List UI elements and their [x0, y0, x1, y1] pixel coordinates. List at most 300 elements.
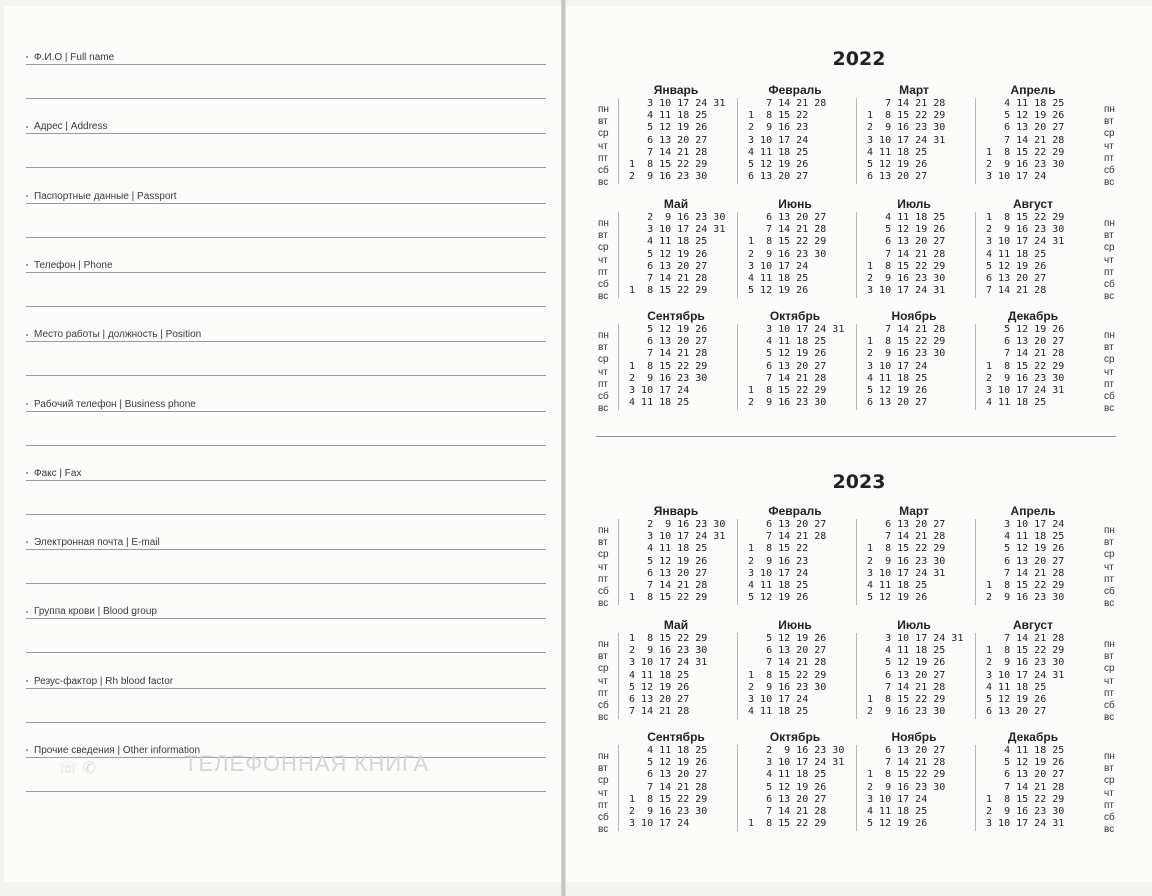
- week-row: 6 13 20 27: [742, 171, 809, 183]
- week-row: 2 9 16 23 30: [980, 657, 1065, 669]
- write-line[interactable]: [26, 583, 546, 584]
- month-block: [856, 729, 972, 831]
- write-line[interactable]: [26, 341, 546, 342]
- month-name: Декабрь: [1007, 309, 1059, 323]
- week-row: 5 12 19 26: [861, 657, 946, 669]
- month-days: [856, 745, 972, 831]
- week-row: 3 10 17 24 31: [980, 236, 1065, 248]
- week-row: 4 11 18 25: [861, 146, 928, 158]
- month-name: Июль: [897, 197, 931, 211]
- week-row: 3 10 17 24 31: [623, 531, 726, 543]
- weekday-label: вт: [1104, 763, 1114, 775]
- weekday-label: ср: [1104, 128, 1115, 140]
- month-name: Сентябрь: [647, 730, 705, 744]
- week-row: 5 12 19 26: [861, 818, 928, 830]
- week-row: 4 11 18 25: [742, 146, 809, 158]
- write-line[interactable]: [26, 688, 546, 689]
- week-row: 3 10 17 24: [742, 134, 809, 146]
- week-row: 5 12 19 26: [980, 543, 1065, 555]
- week-row: 6 13 20 27: [980, 273, 1047, 285]
- week-row: 6 13 20 27: [623, 694, 690, 706]
- week-row: 5 12 19 26: [980, 110, 1065, 122]
- month-name: Февраль: [768, 504, 822, 518]
- week-row: 1 8 15 22 29: [742, 669, 827, 681]
- form-field[interactable]: [26, 468, 546, 537]
- week-row: 7 14 21 28: [861, 324, 946, 335]
- weekday-label: вс: [598, 598, 609, 610]
- week-row: 4 11 18 25: [742, 706, 809, 718]
- week-row: 5 12 19 26: [623, 122, 708, 134]
- weekday-label: пн: [1104, 330, 1115, 341]
- week-row: 6 13 20 27: [980, 769, 1065, 781]
- week-row: 7 14 21 28: [742, 372, 827, 384]
- week-row: 2 9 16 23 30: [623, 372, 708, 384]
- month-name: Март: [899, 83, 929, 97]
- bullet-dot: [26, 195, 28, 197]
- week-row: 6 13 20 27: [623, 260, 708, 272]
- week-row: 6 13 20 27: [742, 793, 827, 805]
- weekday-column-right: [1104, 525, 1118, 610]
- week-row: 5 12 19 26: [980, 694, 1047, 706]
- week-row: 3 10 17 24 31: [980, 818, 1065, 830]
- month-name: Январь: [653, 83, 699, 97]
- week-row: 5 12 19 26: [861, 385, 928, 397]
- weekday-label: вт: [1104, 230, 1114, 242]
- month-days: [856, 212, 972, 298]
- week-row: 1 8 15 22 29: [980, 146, 1065, 158]
- field-label-text: Группа крови | Blood group: [34, 606, 157, 618]
- weekday-label: сб: [598, 165, 609, 177]
- week-row: 1 8 15 22 29: [861, 336, 946, 348]
- week-row: 7 14 21 28: [980, 348, 1065, 360]
- weekday-label: пн: [1104, 639, 1115, 650]
- week-row: 6 13 20 27: [623, 769, 708, 781]
- bullet-dot: [26, 749, 28, 751]
- month-days: [975, 519, 1091, 605]
- month-block: [975, 617, 1091, 719]
- weekday-label: сб: [598, 586, 609, 598]
- write-line[interactable]: [26, 237, 546, 238]
- week-row: 2 9 16 23 30: [623, 519, 726, 530]
- weekday-label: сб: [598, 279, 609, 291]
- weekday-label: ср: [1104, 775, 1115, 787]
- week-row: 3 10 17 24 31: [623, 657, 708, 669]
- week-row: 2 9 16 23 30: [861, 273, 946, 285]
- write-line[interactable]: [26, 549, 546, 550]
- week-row: 1 8 15 22 29: [980, 360, 1065, 372]
- week-row: 7 14 21 28: [980, 567, 1065, 579]
- weekday-label: чт: [598, 675, 608, 687]
- weekday-label: вс: [598, 177, 609, 189]
- week-row: 7 14 21 28: [742, 98, 827, 109]
- week-row: 7 14 21 28: [623, 146, 708, 158]
- week-row: 6 13 20 27: [861, 519, 946, 530]
- write-line[interactable]: [26, 480, 546, 481]
- field-label: [26, 260, 113, 271]
- field-label-text: Резус-фактор | Rh blood factor: [34, 675, 174, 687]
- month-days: [975, 212, 1091, 298]
- weekday-label: пт: [1104, 799, 1114, 811]
- month-days: [737, 745, 853, 831]
- form-field[interactable]: [26, 191, 546, 260]
- month-days: [856, 633, 972, 719]
- weekday-label: ср: [598, 663, 609, 675]
- field-label: [26, 191, 177, 202]
- week-row: 1 8 15 22 29: [623, 633, 708, 644]
- week-row: 4 11 18 25: [623, 543, 708, 555]
- month-name: Ноябрь: [891, 730, 937, 744]
- week-row: 4 11 18 25: [861, 372, 928, 384]
- month-name: Февраль: [768, 83, 822, 97]
- week-row: 1 8 15 22 29: [980, 212, 1065, 223]
- week-row: 2 9 16 23 30: [742, 745, 845, 756]
- weekday-label: пт: [1104, 266, 1114, 278]
- week-row: 4 11 18 25: [980, 531, 1065, 543]
- week-row: 3 10 17 24 31: [623, 224, 726, 236]
- bullet-dot: [26, 611, 28, 613]
- week-row: 1 8 15 22: [742, 543, 809, 555]
- weekday-column: [598, 751, 612, 836]
- weekday-label: вс: [598, 403, 609, 415]
- week-row: 2 9 16 23 30: [861, 555, 946, 567]
- month-days: [618, 519, 734, 605]
- month-block: [737, 617, 853, 719]
- weekday-label: ср: [598, 549, 609, 561]
- ghost-title: ТЕЛЕФОННАЯ КНИГА: [184, 751, 430, 776]
- write-line[interactable]: [26, 445, 546, 446]
- month-block: [737, 196, 853, 298]
- week-row: 1 8 15 22 29: [861, 543, 946, 555]
- week-row: 2 9 16 23 30: [861, 348, 946, 360]
- month-block: [975, 503, 1091, 605]
- write-line[interactable]: [26, 791, 546, 792]
- weekday-label: пн: [1104, 104, 1115, 115]
- week-row: 5 12 19 26: [861, 224, 946, 236]
- field-label-text: Прочие сведения | Other information: [34, 745, 201, 756]
- week-row: 4 11 18 25: [861, 212, 946, 223]
- weekday-label: пн: [598, 525, 609, 536]
- form-field[interactable]: [26, 260, 546, 329]
- write-line[interactable]: [26, 411, 546, 412]
- field-label: [26, 537, 160, 548]
- month-name: Октябрь: [769, 730, 821, 744]
- week-row: 3 10 17 24 31: [623, 98, 726, 109]
- week-row: 4 11 18 25: [742, 336, 827, 348]
- form-field[interactable]: [26, 399, 546, 468]
- write-line[interactable]: [26, 133, 546, 134]
- weekday-label: вс: [1104, 598, 1115, 610]
- week-row: 6 13 20 27: [861, 745, 946, 756]
- weekday-label: пн: [1104, 525, 1115, 536]
- week-row: 7 14 21 28: [861, 248, 946, 260]
- week-row: 5 12 19 26: [742, 348, 827, 360]
- write-line[interactable]: [26, 306, 546, 307]
- week-row: 6 13 20 27: [742, 360, 827, 372]
- form-field[interactable]: [26, 329, 546, 398]
- weekday-label: ср: [1104, 663, 1115, 675]
- week-row: 6 13 20 27: [742, 645, 827, 657]
- week-row: 2 9 16 23 30: [623, 645, 708, 657]
- weekday-label: сб: [1104, 391, 1115, 403]
- bullet-dot: [26, 264, 28, 266]
- month-name: Август: [1013, 618, 1053, 632]
- week-row: 5 12 19 26: [742, 633, 827, 644]
- week-row: 7 14 21 28: [623, 273, 708, 285]
- week-row: 5 12 19 26: [980, 757, 1065, 769]
- weekday-label: чт: [598, 140, 608, 152]
- month-block: [618, 729, 734, 831]
- weekday-label: сб: [1104, 700, 1115, 712]
- week-row: 3 10 17 24: [742, 694, 809, 706]
- field-label-text: Телефон | Phone: [34, 259, 113, 271]
- month-days: [737, 98, 853, 184]
- weekday-label: пн: [598, 639, 609, 650]
- week-row: 3 10 17 24: [861, 360, 928, 372]
- weekday-label: вт: [598, 230, 608, 242]
- week-row: 5 12 19 26: [623, 324, 708, 335]
- weekday-column-right: [1104, 330, 1118, 415]
- form-field[interactable]: [26, 537, 546, 606]
- write-line[interactable]: [26, 167, 546, 168]
- bullet-dot: [26, 334, 28, 336]
- month-block: [975, 308, 1091, 410]
- month-name: Апрель: [1010, 83, 1056, 97]
- weekday-label: вт: [1104, 342, 1114, 354]
- week-row: 6 13 20 27: [861, 397, 928, 409]
- week-row: 6 13 20 27: [980, 706, 1047, 718]
- month-block: [737, 308, 853, 410]
- year-divider: [596, 436, 1116, 437]
- month-block: [856, 308, 972, 410]
- week-row: 4 11 18 25: [623, 236, 708, 248]
- form-field[interactable]: [26, 121, 546, 190]
- week-row: 2 9 16 23 30: [980, 372, 1065, 384]
- week-row: 7 14 21 28: [861, 757, 946, 769]
- week-row: 4 11 18 25: [623, 397, 690, 409]
- week-row: 7 14 21 28: [980, 285, 1047, 297]
- week-row: 3 10 17 24 31: [980, 385, 1065, 397]
- week-row: 1 8 15 22 29: [980, 580, 1065, 592]
- week-row: 6 13 20 27: [980, 555, 1065, 567]
- week-row: 2 9 16 23 30: [742, 248, 827, 260]
- field-label: [26, 52, 114, 63]
- weekday-label: пн: [598, 330, 609, 341]
- week-row: 7 14 21 28: [980, 781, 1065, 793]
- week-row: 1 8 15 22 29: [861, 694, 946, 706]
- month-block: [618, 617, 734, 719]
- write-line[interactable]: [26, 618, 546, 619]
- week-row: 4 11 18 25: [861, 806, 928, 818]
- write-line[interactable]: [26, 652, 546, 653]
- week-row: 6 13 20 27: [623, 134, 708, 146]
- month-block: [737, 82, 853, 184]
- week-row: 4 11 18 25: [980, 248, 1047, 260]
- weekday-label: чт: [1104, 366, 1114, 378]
- year-title: 2022: [832, 48, 886, 70]
- week-row: 6 13 20 27: [742, 519, 827, 530]
- weekday-column-right: [1104, 751, 1118, 836]
- week-row: 3 10 17 24: [980, 171, 1047, 183]
- month-block: [618, 82, 734, 184]
- field-label-text: Место работы | должность | Position: [34, 329, 202, 341]
- weekday-label: пт: [598, 573, 608, 585]
- week-row: 5 12 19 26: [623, 555, 708, 567]
- week-row: 7 14 21 28: [742, 657, 827, 669]
- weekday-label: вс: [598, 712, 609, 724]
- week-row: 2 9 16 23 30: [980, 592, 1065, 604]
- week-row: 7 14 21 28: [623, 348, 708, 360]
- month-name: Апрель: [1010, 504, 1056, 518]
- weekday-label: вт: [598, 651, 608, 663]
- month-name: Май: [663, 197, 689, 211]
- week-row: 7 14 21 28: [861, 98, 946, 109]
- week-row: 5 12 19 26: [980, 324, 1065, 335]
- week-row: 2 9 16 23 30: [861, 706, 946, 718]
- month-name: Май: [663, 618, 689, 632]
- week-row: 2 9 16 23 30: [623, 171, 708, 183]
- week-row: 4 11 18 25: [623, 669, 690, 681]
- field-label: [26, 745, 200, 756]
- week-row: 4 11 18 25: [980, 745, 1065, 756]
- week-row: 7 14 21 28: [861, 531, 946, 543]
- week-row: 1 8 15 22 29: [980, 793, 1065, 805]
- field-label-text: Электронная почта | E-mail: [34, 537, 160, 549]
- weekday-label: вс: [1104, 824, 1115, 836]
- form-field[interactable]: [26, 606, 546, 675]
- write-line[interactable]: [26, 98, 546, 99]
- weekday-label: чт: [1104, 140, 1114, 152]
- weekday-label: вт: [598, 537, 608, 549]
- week-row: 5 12 19 26: [742, 592, 809, 604]
- month-days: [737, 212, 853, 298]
- weekday-label: пт: [598, 152, 608, 164]
- bullet-dot: [26, 56, 28, 58]
- week-row: 6 13 20 27: [623, 336, 708, 348]
- week-row: 3 10 17 24: [623, 818, 690, 830]
- month-block: [856, 196, 972, 298]
- week-row: 1 8 15 22 29: [742, 236, 827, 248]
- week-row: 3 10 17 24: [980, 519, 1065, 530]
- month-days: [618, 324, 734, 410]
- week-row: 1 8 15 22 29: [861, 769, 946, 781]
- field-label: [26, 676, 173, 687]
- weekday-label: ср: [1104, 242, 1115, 254]
- weekday-label: пт: [1104, 573, 1114, 585]
- month-name: Июнь: [778, 618, 812, 632]
- week-row: 4 11 18 25: [742, 769, 827, 781]
- month-name: Ноябрь: [891, 309, 937, 323]
- month-days: [856, 519, 972, 605]
- week-row: 2 9 16 23 30: [742, 397, 827, 409]
- week-row: 1 8 15 22 29: [623, 360, 708, 372]
- field-label: [26, 606, 157, 617]
- month-days: [975, 324, 1091, 410]
- month-days: [975, 745, 1091, 831]
- weekday-label: пт: [598, 266, 608, 278]
- weekday-column-right: [1104, 639, 1118, 724]
- week-row: 6 13 20 27: [861, 236, 946, 248]
- weekday-label: ср: [1104, 549, 1115, 561]
- weekday-label: вт: [1104, 116, 1114, 128]
- week-row: 3 10 17 24: [861, 793, 928, 805]
- month-name: Март: [899, 504, 929, 518]
- week-row: 3 10 17 24 31: [861, 567, 946, 579]
- write-line[interactable]: [26, 203, 546, 204]
- weekday-column: [598, 330, 612, 415]
- field-label: [26, 468, 81, 479]
- month-block: [856, 82, 972, 184]
- weekday-label: ср: [598, 242, 609, 254]
- week-row: 5 12 19 26: [742, 159, 809, 171]
- weekday-label: вт: [598, 763, 608, 775]
- write-line[interactable]: [26, 272, 546, 273]
- week-row: 5 12 19 26: [861, 592, 928, 604]
- week-row: 5 12 19 26: [623, 757, 708, 769]
- weekday-label: вт: [1104, 537, 1114, 549]
- month-days: [975, 98, 1091, 184]
- month-name: Август: [1013, 197, 1053, 211]
- month-name: Октябрь: [769, 309, 821, 323]
- bullet-dot: [26, 126, 28, 128]
- month-block: [856, 617, 972, 719]
- week-row: 3 10 17 24 31: [742, 757, 845, 769]
- month-block: [737, 729, 853, 831]
- week-row: 5 12 19 26: [623, 681, 690, 693]
- week-row: 2 9 16 23 30: [980, 806, 1065, 818]
- month-name: Сентябрь: [647, 309, 705, 323]
- week-row: 6 13 20 27: [742, 212, 827, 223]
- week-row: 3 10 17 24: [742, 260, 809, 272]
- write-line[interactable]: [26, 64, 546, 65]
- weekday-label: ср: [1104, 354, 1115, 366]
- weekday-label: чт: [598, 561, 608, 573]
- left-page: [4, 6, 561, 882]
- week-row: 4 11 18 25: [980, 397, 1047, 409]
- write-line[interactable]: [26, 375, 546, 376]
- weekday-label: вс: [598, 824, 609, 836]
- weekday-label: ср: [598, 128, 609, 140]
- week-row: 7 14 21 28: [742, 531, 827, 543]
- right-page: [566, 6, 1152, 882]
- form-field[interactable]: [26, 676, 546, 745]
- field-label-text: Адрес | Address: [34, 121, 108, 133]
- month-block: [618, 196, 734, 298]
- week-row: 3 10 17 24 31: [861, 134, 946, 146]
- week-row: 2 9 16 23 30: [742, 681, 827, 693]
- week-row: 3 10 17 24 31: [742, 324, 845, 335]
- weekday-label: ср: [598, 354, 609, 366]
- week-row: 6 13 20 27: [980, 122, 1065, 134]
- write-line[interactable]: [26, 514, 546, 515]
- week-row: 1 8 15 22 29: [861, 260, 946, 272]
- week-row: 7 14 21 28: [980, 134, 1065, 146]
- week-row: 5 12 19 26: [980, 260, 1047, 272]
- weekday-column: [598, 525, 612, 610]
- weekday-column: [598, 104, 612, 189]
- week-row: 4 11 18 25: [861, 645, 946, 657]
- week-row: 3 10 17 24: [742, 567, 809, 579]
- week-row: 1 8 15 22 29: [623, 793, 708, 805]
- weekday-column-right: [1104, 104, 1118, 189]
- week-row: 1 8 15 22 29: [742, 385, 827, 397]
- form-field[interactable]: [26, 52, 546, 121]
- week-row: 2 9 16 23 30: [980, 224, 1065, 236]
- month-name: Июль: [897, 618, 931, 632]
- week-row: 5 12 19 26: [742, 781, 827, 793]
- month-block: [975, 82, 1091, 184]
- week-row: 4 11 18 25: [980, 681, 1047, 693]
- write-line[interactable]: [26, 722, 546, 723]
